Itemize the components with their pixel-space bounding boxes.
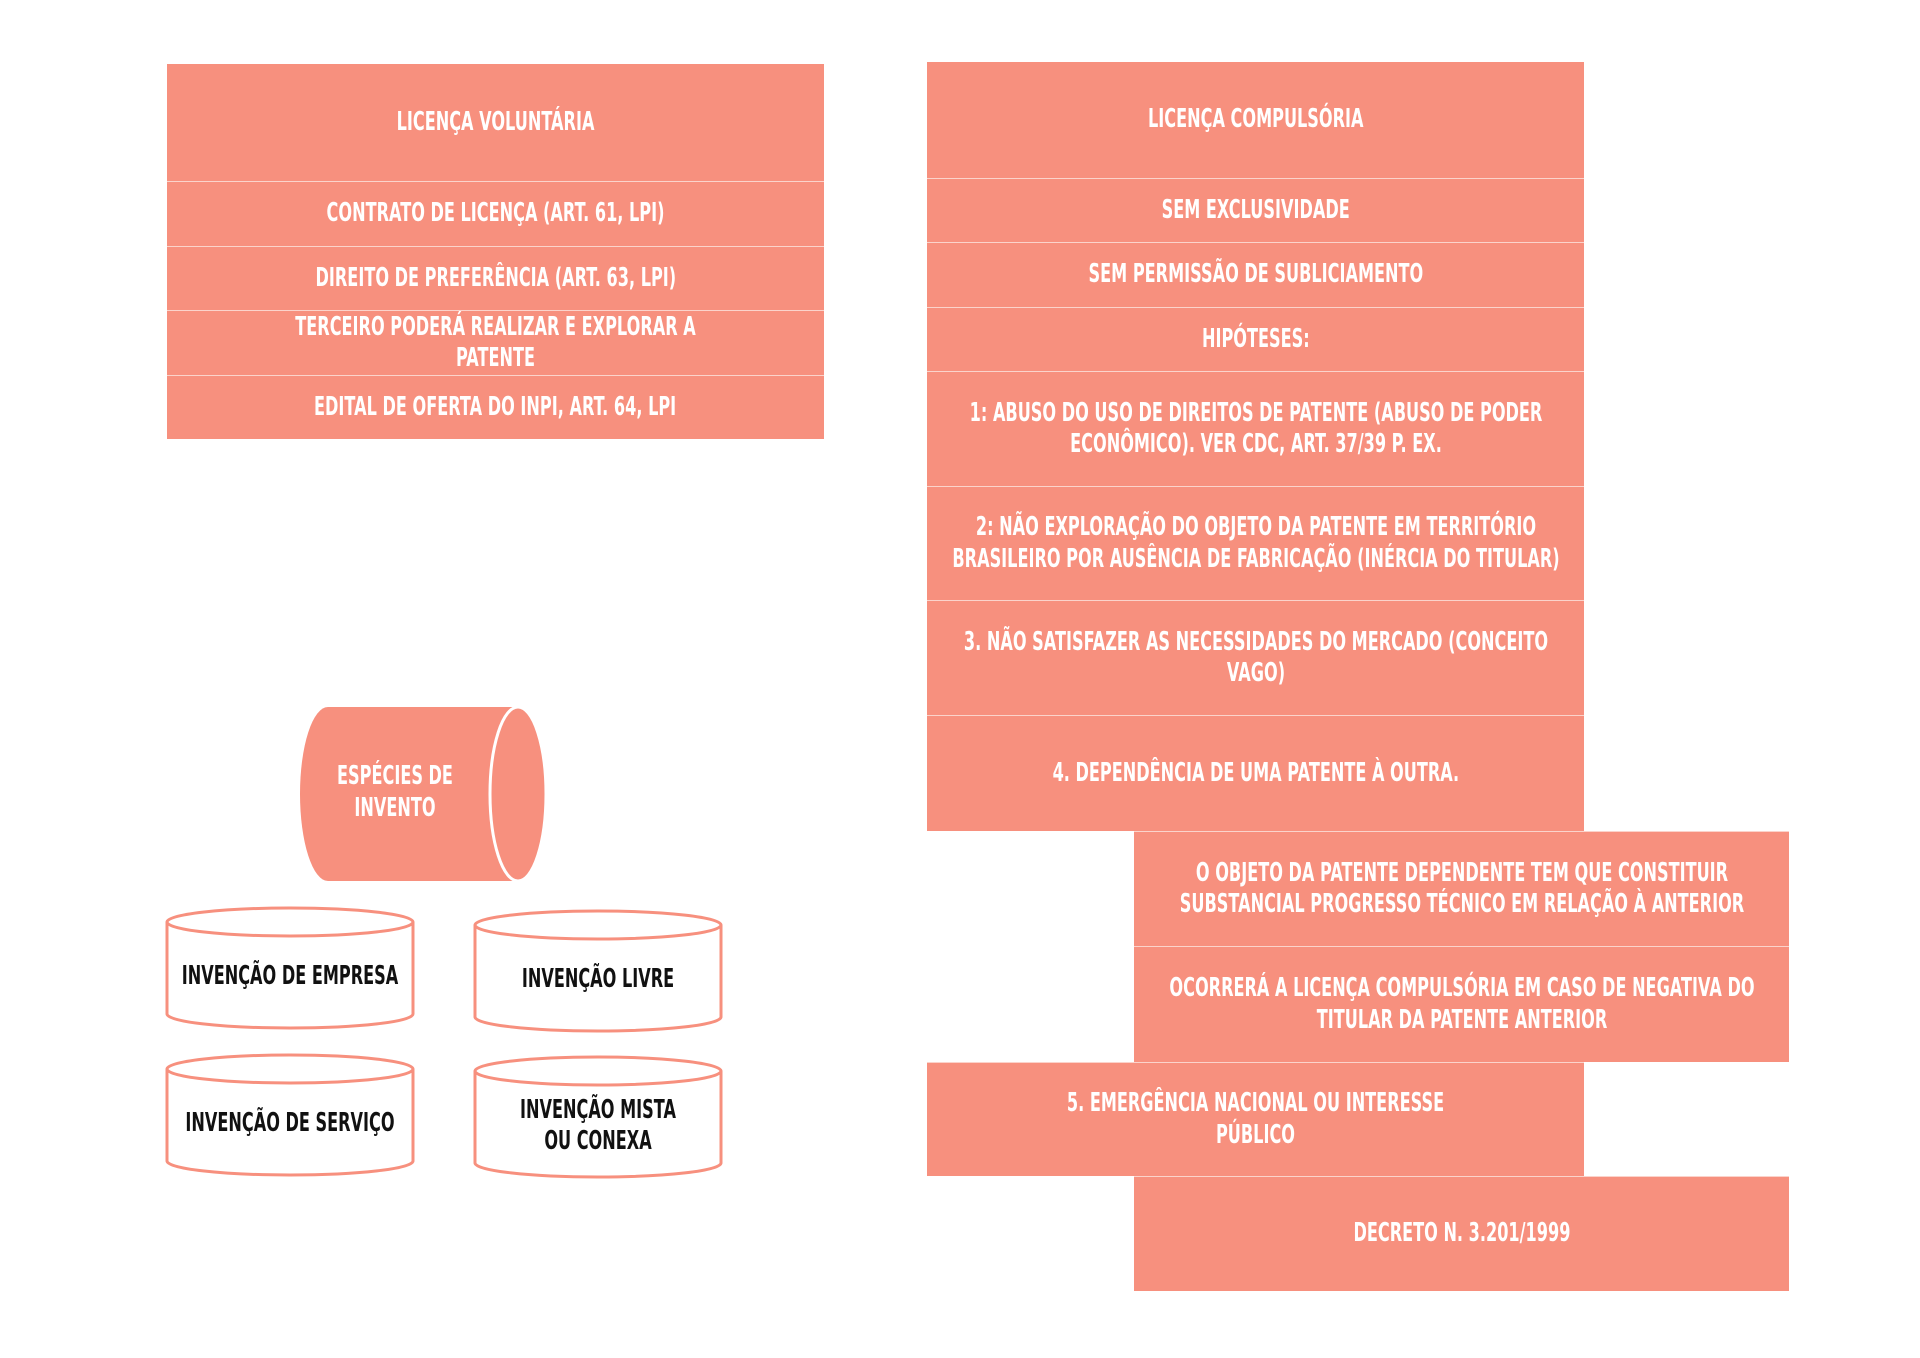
voluntaria-title: LICENÇA VOLUNTÁRIA <box>167 64 824 181</box>
hipotese-4-note-progresso: O OBJETO DA PATENTE DEPENDENTE TEM QUE CONSTITUIR SUBSTANCIAL PROGRESSO TÉCNICO EM RELAÇÃO À ANTERIOR <box>1134 831 1789 946</box>
voluntaria-item: TERCEIRO PODERÁ REALIZAR E EXPLORAR A PATENTE <box>167 310 824 375</box>
compulsoria-title: LICENÇA COMPULSÓRIA <box>927 62 1584 178</box>
hipotese-2: 2: NÃO EXPLORAÇÃO DO OBJETO DA PATENTE EM TERRITÓRIO BRASILEIRO POR AUSÊNCIA DE FABRICAÇÃO (INÉRCIA DO TITULAR) <box>927 486 1584 600</box>
voluntaria-item: EDITAL DE OFERTA DO INPI, ART. 64, LPI <box>167 375 824 439</box>
compulsoria-sem-permissao: SEM PERMISSÃO DE SUBLICIAMENTO <box>927 242 1584 307</box>
hipotese-5: 5. EMERGÊNCIA NACIONAL OU INTERESSE PÚBLICO <box>927 1062 1584 1176</box>
invencao-livre-label: INVENÇÃO LIVRE <box>521 964 675 995</box>
invencao-servico-label: INVENÇÃO DE SERVIÇO <box>185 1108 395 1139</box>
hipotese-4-note-negativa: OCORRERÁ A LICENÇA COMPULSÓRIA EM CASO DE NEGATIVA DO TITULAR DA PATENTE ANTERIOR <box>1134 946 1789 1062</box>
invencao-mista-label: INVENÇÃO MISTA OU CONEXA <box>520 1094 676 1156</box>
invencao-empresa-label: INVENÇÃO DE EMPRESA <box>181 961 399 992</box>
decreto-box: DECRETO N. 3.201/1999 <box>1134 1176 1789 1291</box>
voluntaria-item: CONTRATO DE LICENÇA (ART. 61, LPI) <box>167 181 824 246</box>
compulsoria-hipoteses: HIPÓTESES: <box>927 307 1584 371</box>
voluntaria-item: DIREITO DE PREFERÊNCIA (ART. 63, LPI) <box>167 246 824 310</box>
compulsoria-sem-exclusividade: SEM EXCLUSIVIDADE <box>927 178 1584 242</box>
hipotese-3: 3. NÃO SATISFAZER AS NECESSIDADES DO MERCADO (CONCEITO VAGO) <box>927 600 1584 715</box>
especies-title: ESPÉCIES DE INVENTO <box>337 761 453 823</box>
hipotese-1: 1: ABUSO DO USO DE DIREITOS DE PATENTE (ABUSO DE PODER ECONÔMICO). VER CDC, ART. 37/39 P. EX. <box>927 371 1584 486</box>
hipotese-4: 4. DEPENDÊNCIA DE UMA PATENTE À OUTRA. <box>927 715 1584 831</box>
